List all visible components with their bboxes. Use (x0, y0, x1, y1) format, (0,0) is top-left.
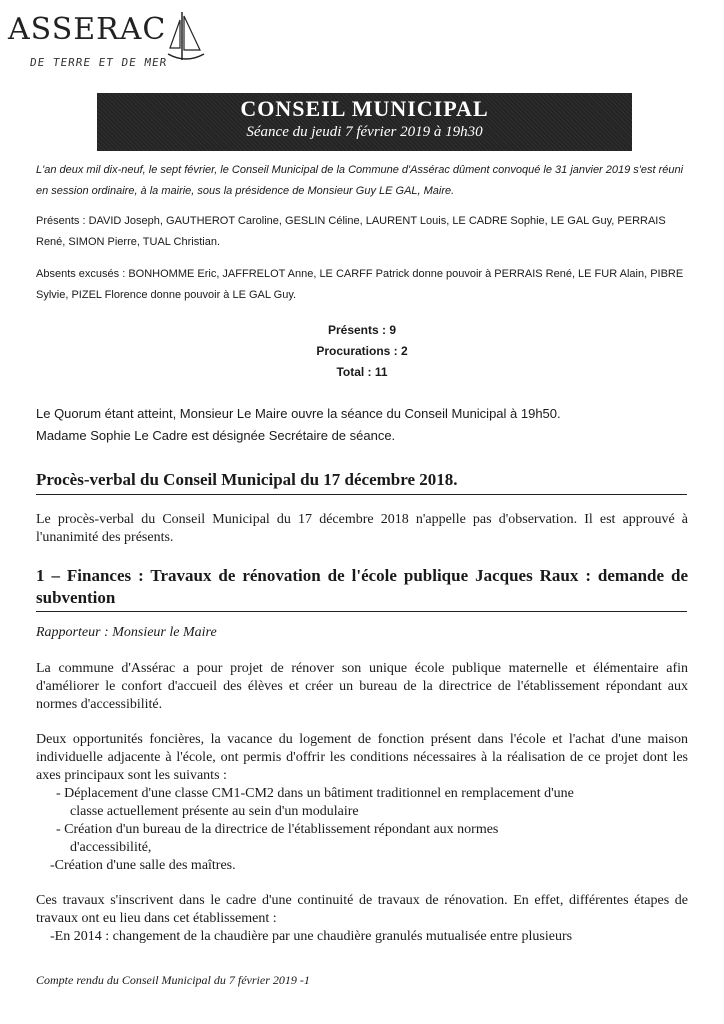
session-date: Séance du jeudi 7 février 2019 à 19h30 (246, 124, 483, 140)
paragraph: Ces travaux s'inscrivent dans le cadre d'une continuité de travaux de rénovation. En effet, différentes étapes de travaux ont eu lieu dans cet établissement : (36, 893, 688, 926)
paragraph: La commune d'Assérac a pour projet de rénover son unique école publique maternelle et élémentaire afin d'améliorer le confort d'accueil des élèves et créer un bureau de la directrice de l'établissement répondant aux normes d'accessibilité. (36, 661, 688, 712)
list-item: -En 2014 : changement de la chaudière par une chaudière granulés mutualisée entre plusieurs (50, 929, 573, 944)
intro-paragraph: L'an deux mil dix-neuf, le sept février, le Conseil Municipal de la Commune d'Assérac dûment convoqué le 31 janvier 2019 s'est réuni en session ordinaire, à la mairie, sous la présidence de Monsieur Guy LE GAL, Maire. (36, 164, 684, 197)
page-title: CONSEIL MUNICIPAL (240, 96, 489, 121)
secretary-line: Madame Sophie Le Cadre est désignée Secrétaire de séance. (36, 428, 396, 443)
presents-list: Présents : DAVID Joseph, GAUTHEROT Caroline, GESLIN Céline, LAURENT Louis, LE CADRE Sophie, LE GAL Guy, PERRAIS René, SIMON Pierre, TUAL Christian. (36, 215, 666, 248)
section-divider (36, 494, 687, 495)
section-heading: 1 – Finances : Travaux de rénovation de l'école publique Jacques Raux : demande de subvention (36, 566, 688, 607)
list-item: - Déplacement d'une classe CM1-CM2 dans un bâtiment traditionnel en remplacement d'une (56, 786, 574, 801)
pv-text: Le procès-verbal du Conseil Municipal du 17 décembre 2018 n'appelle pas d'observation. Il est approuvé à l'unanimité des présents. (36, 512, 688, 545)
sailboat-icon (166, 8, 206, 68)
list-item: - Création d'un bureau de la directrice de l'établissement répondant aux normes (56, 822, 499, 837)
paragraph: Deux opportunités foncières, la vacance du logement de fonction présent dans l'école et l'achat d'une maison individuelle adjacente à l'école, ont permis d'offrir les conditions nécessaires à la réalisation de ce projet dont les axes principaux sont les suivants : (36, 732, 688, 783)
quorum-line: Le Quorum étant atteint, Monsieur Le Maire ouvre la séance du Conseil Municipal à 19h50. (36, 406, 561, 421)
count-total: Total : 11 (336, 365, 388, 379)
absents-list: Absents excusés : BONHOMME Eric, JAFFRELOT Anne, LE CARFF Patrick donne pouvoir à PERRAIS René, LE FUR Alain, PIBRE Sylvie, PIZEL Florence donne pouvoir à LE GAL Guy. (36, 268, 684, 301)
pv-heading: Procès-verbal du Conseil Municipal du 17 décembre 2018. (36, 470, 458, 489)
rapporteur: Rapporteur : Monsieur le Maire (36, 625, 217, 640)
section-divider (36, 611, 687, 612)
count-presents: Présents : 9 (327, 323, 397, 337)
logo-tagline: DE TERRE ET DE MER (29, 56, 169, 69)
list-item-continuation: d'accessibilité, (70, 840, 152, 855)
list-item-continuation: classe actuellement présente au sein d'un modulaire (70, 804, 359, 819)
list-item: -Création d'une salle des maîtres. (50, 858, 236, 873)
logo-name: ASSERAC (8, 12, 167, 47)
count-procurations: Procurations : 2 (316, 344, 408, 358)
page-footer: Compte rendu du Conseil Municipal du 7 février 2019 -1 (36, 973, 310, 987)
